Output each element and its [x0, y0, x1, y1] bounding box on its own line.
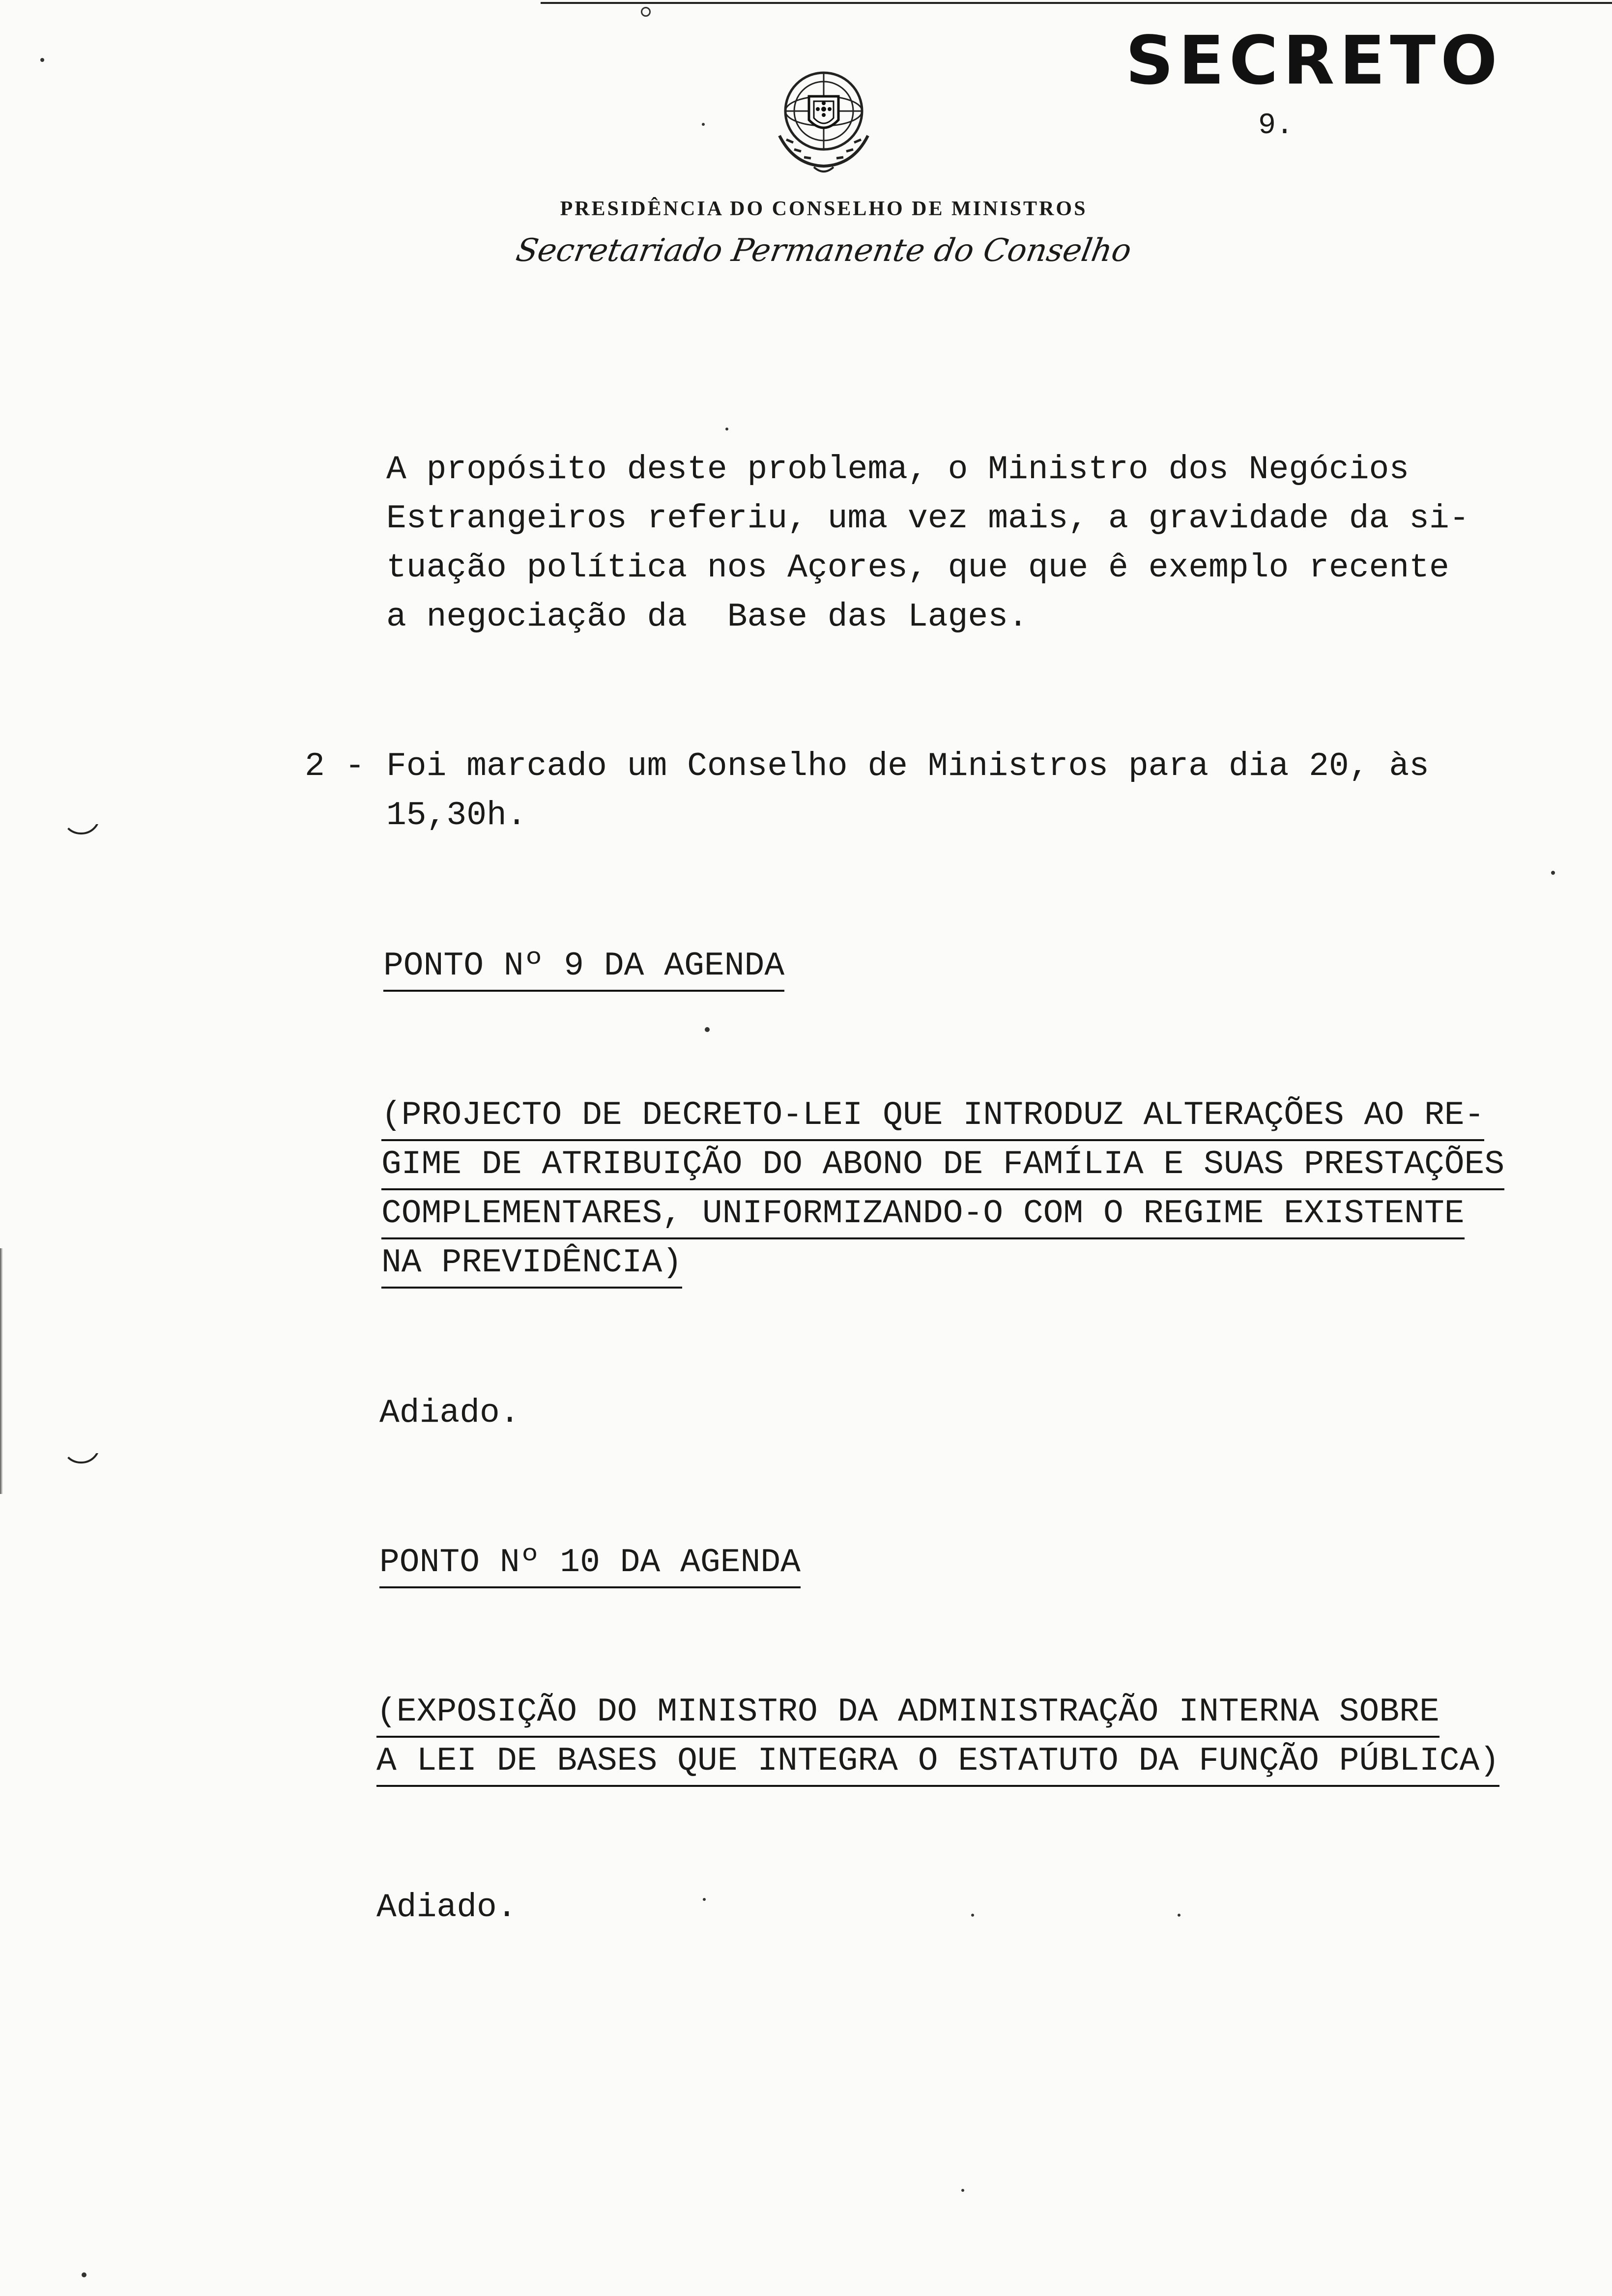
scan-speck	[1551, 871, 1555, 875]
organization-subtitle: Secretariado Permanente do Conselho	[513, 232, 1134, 269]
intro-line-1: A propósito deste problema, o Ministro dos Negócios	[386, 451, 1410, 488]
item-number: 2 -	[305, 747, 365, 785]
agenda-10-heading: PONTO Nº 10 DA AGENDA	[379, 1538, 801, 1588]
item2-line-1: Foi marcado um Conselho de Ministros para dia 20, às	[386, 747, 1429, 785]
margin-mark	[62, 1445, 100, 1464]
punch-mark	[641, 7, 651, 17]
agenda-9-title-line-3: COMPLEMENTARES, UNIFORMIZANDO-O COM O REGIME EXISTENTE	[381, 1189, 1465, 1239]
scan-edge-shadow	[0, 1248, 3, 1494]
scan-speck	[82, 2272, 86, 2277]
intro-line-3: tuação política nos Açores, que que ê exemplo recente	[386, 549, 1449, 587]
page-number: 9.	[1258, 109, 1294, 143]
item2-line-2: 15,30h.	[386, 797, 527, 834]
top-rule	[541, 2, 1612, 4]
agenda-9-title-line-2: GIME DE ATRIBUIÇÃO DO ABONO DE FAMÍLIA E SUAS PRESTAÇÕES	[381, 1140, 1504, 1190]
intro-line-4: a negociação da Base das Lages.	[386, 598, 1028, 636]
scan-speck	[725, 428, 728, 430]
organization-name: PRESIDÊNCIA DO CONSELHO DE MINISTROS	[560, 198, 1088, 220]
scan-speck	[703, 1898, 706, 1901]
margin-mark	[62, 816, 100, 834]
intro-line-2: Estrangeiros referiu, uma vez mais, a gravidade da si-	[386, 500, 1469, 538]
scan-speck	[961, 2189, 964, 2192]
scan-speck	[702, 123, 705, 126]
agenda-9-heading: PONTO Nº 9 DA AGENDA	[383, 942, 784, 992]
agenda-10-result: Adiado.	[376, 1889, 517, 1926]
scan-speck	[1178, 1914, 1180, 1917]
agenda-10-title-line-1: (EXPOSIÇÃO DO MINISTRO DA ADMINISTRAÇÃO INTERNA SOBRE	[376, 1688, 1439, 1738]
agenda-9-title-line-1: (PROJECTO DE DECRETO-LEI QUE INTRODUZ ALTERAÇÕES AO RE-	[381, 1091, 1484, 1141]
agenda-9-title-line-4: NA PREVIDÊNCIA)	[381, 1238, 682, 1289]
coat-of-arms-icon	[765, 62, 883, 180]
classification-stamp: SECRETO	[1125, 22, 1502, 100]
agenda-9-result: Adiado.	[379, 1394, 520, 1432]
agenda-10-title-line-2: A LEI DE BASES QUE INTEGRA O ESTATUTO DA FUNÇÃO PÚBLICA)	[376, 1737, 1499, 1787]
scan-speck	[971, 1914, 974, 1917]
scan-speck	[40, 58, 44, 62]
scan-speck	[705, 1027, 710, 1032]
